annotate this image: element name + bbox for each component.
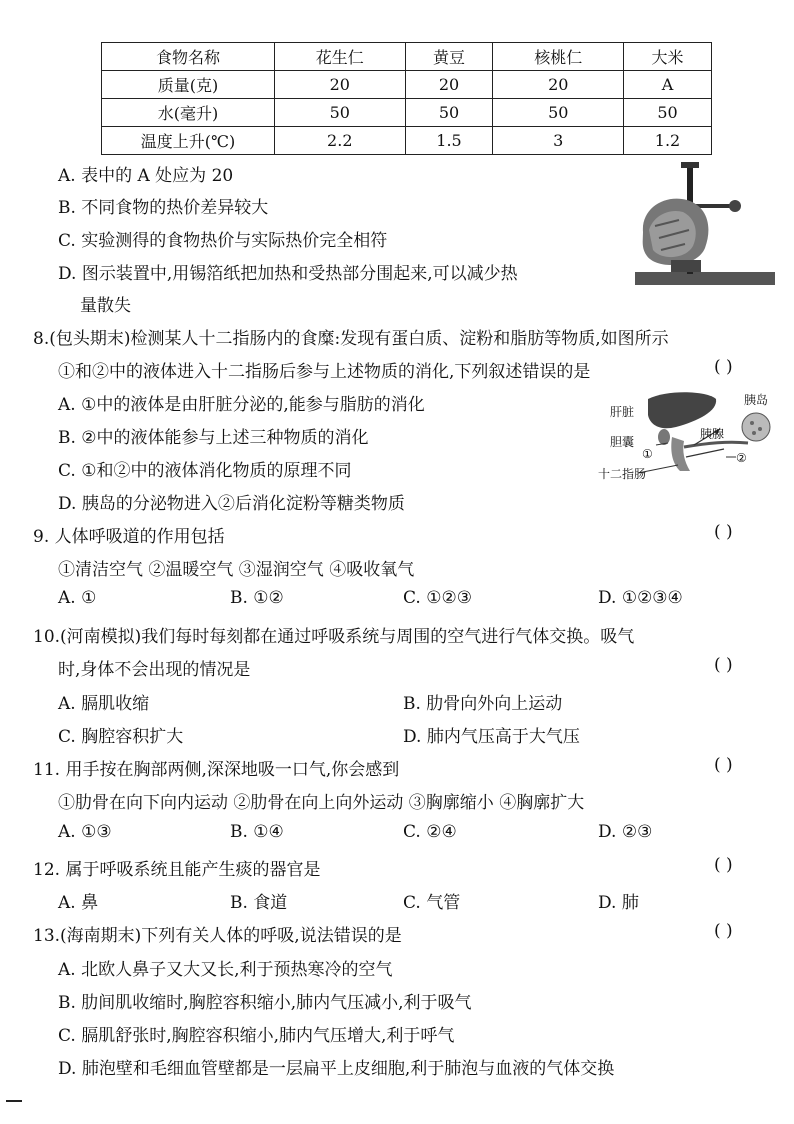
q11-option-b: B. ①④ [230, 822, 284, 842]
table-cell: 食物名称 [102, 43, 275, 71]
label-gallbladder: 胆囊 [610, 435, 635, 449]
q8-option-a: A. ①中的液体是由肝脏分泌的,能参与脂肪的消化 [58, 395, 425, 415]
label-pancreas: 胰腺 [700, 427, 725, 441]
q12-option-c: C. 气管 [403, 893, 461, 913]
table-row [102, 99, 712, 127]
digestive-organs-diagram [598, 385, 784, 485]
heating-apparatus-image [635, 160, 775, 285]
table-cell: 大米 [624, 43, 712, 71]
table-row [102, 127, 712, 155]
q9-items: ①清洁空气 ②温暖空气 ③湿润空气 ④吸收氧气 [58, 560, 415, 580]
table-cell: 50 [493, 99, 624, 127]
q13-option-d: D. 肺泡壁和毛细血管壁都是一层扁平上皮细胞,利于肺泡与血液的气体交换 [58, 1059, 615, 1079]
q9-option-c: C. ①②③ [403, 588, 472, 608]
q13-option-a: A. 北欧人鼻子又大又长,利于预热寒冷的空气 [58, 960, 393, 980]
q12-option-d: D. 肺 [598, 893, 639, 913]
table-cell: 50 [275, 99, 406, 127]
q11-items: ①肋骨在向下向内运动 ②肋骨在向上向外运动 ③胸廓缩小 ④胸廓扩大 [58, 793, 585, 813]
q12-stem: 12. 属于呼吸系统且能产生痰的器官是 [33, 860, 321, 880]
table-row [102, 71, 712, 99]
q8-stem-line2: ①和②中的液体进入十二指肠后参与上述物质的消化,下列叙述错误的是 [58, 362, 591, 382]
label-duodenum: 十二指肠 [598, 467, 647, 481]
label-marker-2: ② [736, 451, 747, 465]
label-marker-1: ① [642, 447, 653, 461]
table-row [102, 43, 712, 71]
q7-option-d-line1: D. 图示装置中,用锡箔纸把加热和受热部分围起来,可以减少热 [58, 264, 518, 284]
q10-stem-line1: 10.(河南模拟)我们每时每刻都在通过呼吸系统与周围的空气进行气体交换。吸气 [33, 627, 635, 647]
q10-stem-line2: 时,身体不会出现的情况是 [58, 660, 251, 680]
table-cell: 核桃仁 [493, 43, 624, 71]
label-liver: 肝脏 [610, 405, 635, 419]
q9-option-d: D. ①②③④ [598, 588, 683, 608]
label-islet: 胰岛 [744, 393, 769, 407]
q10-option-d: D. 肺内气压高于大气压 [403, 727, 580, 747]
table-cell: 20 [405, 71, 493, 99]
q13-answer-blank: ( ) [714, 921, 733, 941]
q10-answer-blank: ( ) [714, 655, 733, 675]
q11-option-a: A. ①③ [58, 822, 112, 842]
table-cell: 质量(克) [102, 71, 275, 99]
q11-option-d: D. ②③ [598, 822, 653, 842]
q9-option-b: B. ①② [230, 588, 284, 608]
footer-rule [6, 1100, 22, 1102]
table-cell: 20 [275, 71, 406, 99]
table-cell: 黄豆 [405, 43, 493, 71]
q7-option-a: A. 表中的 A 处应为 20 [58, 166, 234, 186]
food-heat-table [101, 42, 712, 155]
table-cell: 温度上升(℃) [102, 127, 275, 155]
table-cell: A [624, 71, 712, 99]
q12-option-b: B. 食道 [230, 893, 288, 913]
q9-answer-blank: ( ) [714, 522, 733, 542]
q9-option-a: A. ① [58, 588, 97, 608]
q10-option-b: B. 肋骨向外向上运动 [403, 694, 563, 714]
q10-option-a: A. 膈肌收缩 [58, 694, 150, 714]
q8-stem-line1: 8.(包头期末)检测某人十二指肠内的食糜:发现有蛋白质、淀粉和脂肪等物质,如图所示 [33, 329, 669, 349]
q8-option-b: B. ②中的液体能参与上述三种物质的消化 [58, 428, 369, 448]
q7-option-c: C. 实验测得的食物热价与实际热价完全相符 [58, 231, 388, 251]
table-cell: 1.2 [624, 127, 712, 155]
table-cell: 2.2 [275, 127, 406, 155]
q9-stem: 9. 人体呼吸道的作用包括 [33, 527, 225, 547]
q13-stem: 13.(海南期末)下列有关人体的呼吸,说法错误的是 [33, 926, 402, 946]
q7-option-b: B. 不同食物的热价差异较大 [58, 198, 269, 218]
q12-answer-blank: ( ) [714, 855, 733, 875]
q11-answer-blank: ( ) [714, 755, 733, 775]
q10-option-c: C. 胸腔容积扩大 [58, 727, 184, 747]
q8-answer-blank: ( ) [714, 357, 733, 377]
table-cell: 20 [493, 71, 624, 99]
table-cell: 50 [624, 99, 712, 127]
q8-option-d: D. 胰岛的分泌物进入②后消化淀粉等糖类物质 [58, 494, 405, 514]
q11-stem: 11. 用手按在胸部两侧,深深地吸一口气,你会感到 [33, 760, 400, 780]
q12-option-a: A. 鼻 [58, 893, 99, 913]
table-cell: 3 [493, 127, 624, 155]
table-cell: 1.5 [405, 127, 493, 155]
table-cell: 花生仁 [275, 43, 406, 71]
q8-option-c: C. ①和②中的液体消化物质的原理不同 [58, 461, 352, 481]
q13-option-c: C. 膈肌舒张时,胸腔容积缩小,肺内气压增大,利于呼气 [58, 1026, 455, 1046]
q13-option-b: B. 肋间肌收缩时,胸腔容积缩小,肺内气压减小,利于吸气 [58, 993, 472, 1013]
q11-option-c: C. ②④ [403, 822, 457, 842]
q7-option-d-line2: 量散失 [80, 296, 131, 316]
table-cell: 50 [405, 99, 493, 127]
table-cell: 水(毫升) [102, 99, 275, 127]
